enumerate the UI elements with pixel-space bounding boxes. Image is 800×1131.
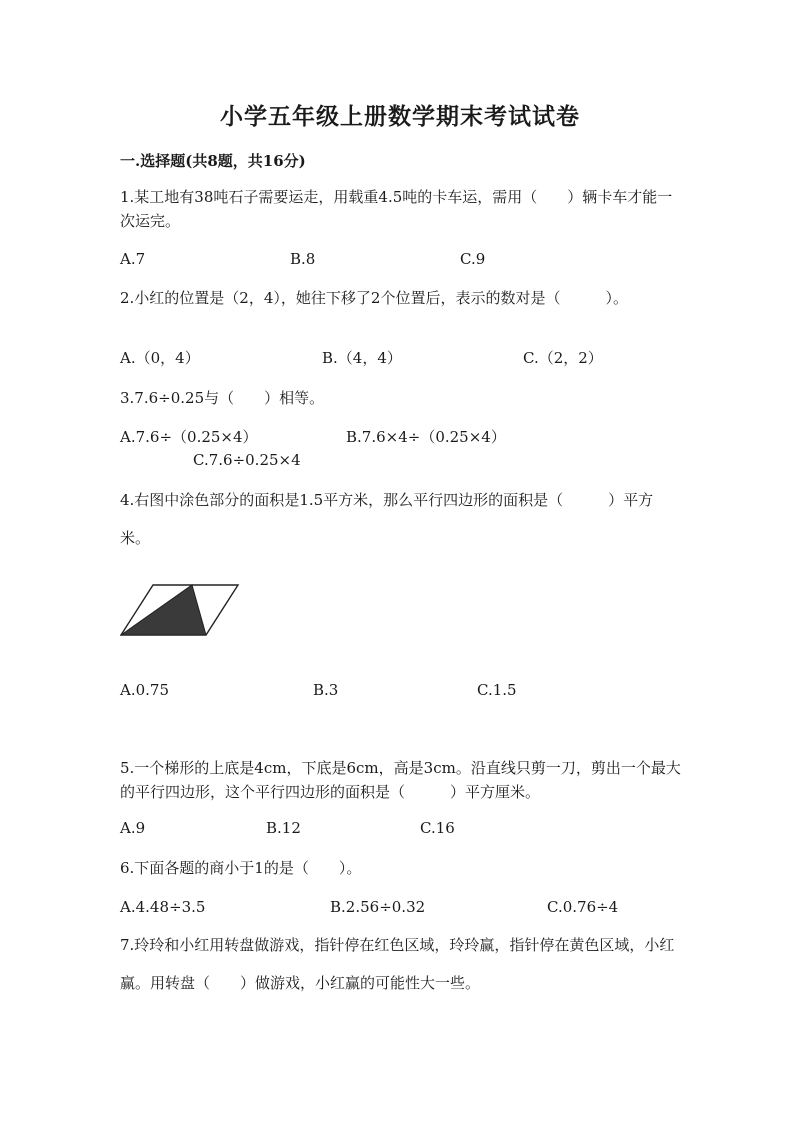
question-2-option-a[interactable]: A.（0，4） xyxy=(120,349,200,367)
question-6-option-a[interactable]: A.4.48÷3.5 xyxy=(120,898,206,916)
question-4-option-c[interactable]: C.1.5 xyxy=(477,681,517,699)
question-5-option-a[interactable]: A.9 xyxy=(120,819,146,837)
question-6-option-c[interactable]: C.0.76÷4 xyxy=(547,898,619,916)
question-2-option-b[interactable]: B.（4，4） xyxy=(322,349,402,367)
question-1-option-c[interactable]: C.9 xyxy=(460,250,486,268)
page-title: 小学五年级上册数学期末考试试卷 xyxy=(220,103,580,130)
question-4-option-b[interactable]: B.3 xyxy=(313,681,339,699)
question-4-text: 4.右图中涂色部分的面积是1.5平方米，那么平行四边形的面积是（ ）平方米。 xyxy=(120,491,654,547)
question-5-text: 5.一个梯形的上底是4cm，下底是6cm，高是3cm。沿直线只剪一刀，剪出一个最大的平行四边形，这个平行四边形的面积是（ ）平方厘米。 xyxy=(120,759,681,801)
question-6-option-b[interactable]: B.2.56÷0.32 xyxy=(330,898,426,916)
question-7-text: 7.玲玲和小红用转盘做游戏，指针停在红色区域，玲玲赢，指针停在黄色区域，小红赢。用转盘（ ）做游戏，小红赢的可能性大一些。 xyxy=(120,936,675,992)
question-3-option-a[interactable]: A.7.6÷（0.25×4） xyxy=(120,428,258,446)
question-5-option-b[interactable]: B.12 xyxy=(266,819,301,837)
question-3-option-c[interactable]: C.7.6÷0.25×4 xyxy=(193,451,301,469)
section-header: 一.选择题(共8题，共16分) xyxy=(120,152,306,170)
question-1-option-a[interactable]: A.7 xyxy=(120,250,146,268)
question-5-option-c[interactable]: C.16 xyxy=(420,819,455,837)
question-2-option-c[interactable]: C.（2，2） xyxy=(523,349,603,367)
question-3-text: 3.7.6÷0.25与（ ）相等。 xyxy=(120,389,325,407)
question-3-option-b[interactable]: B.7.6×4÷（0.25×4） xyxy=(346,428,506,446)
question-1-text: 1.某工地有38吨石子需要运走，用载重4.5吨的卡车运，需用（ ）辆卡车才能一次运完。 xyxy=(120,188,673,230)
question-6-text: 6.下面各题的商小于1的是（ ）。 xyxy=(120,859,362,877)
question-2-text: 2.小红的位置是（2，4），她往下移了2个位置后，表示的数对是（ ）。 xyxy=(120,289,628,307)
question-4-option-a[interactable]: A.0.75 xyxy=(120,681,169,699)
parallelogram-diagram xyxy=(120,583,240,639)
question-1-option-b[interactable]: B.8 xyxy=(290,250,316,268)
parallelogram-figure xyxy=(120,583,240,643)
